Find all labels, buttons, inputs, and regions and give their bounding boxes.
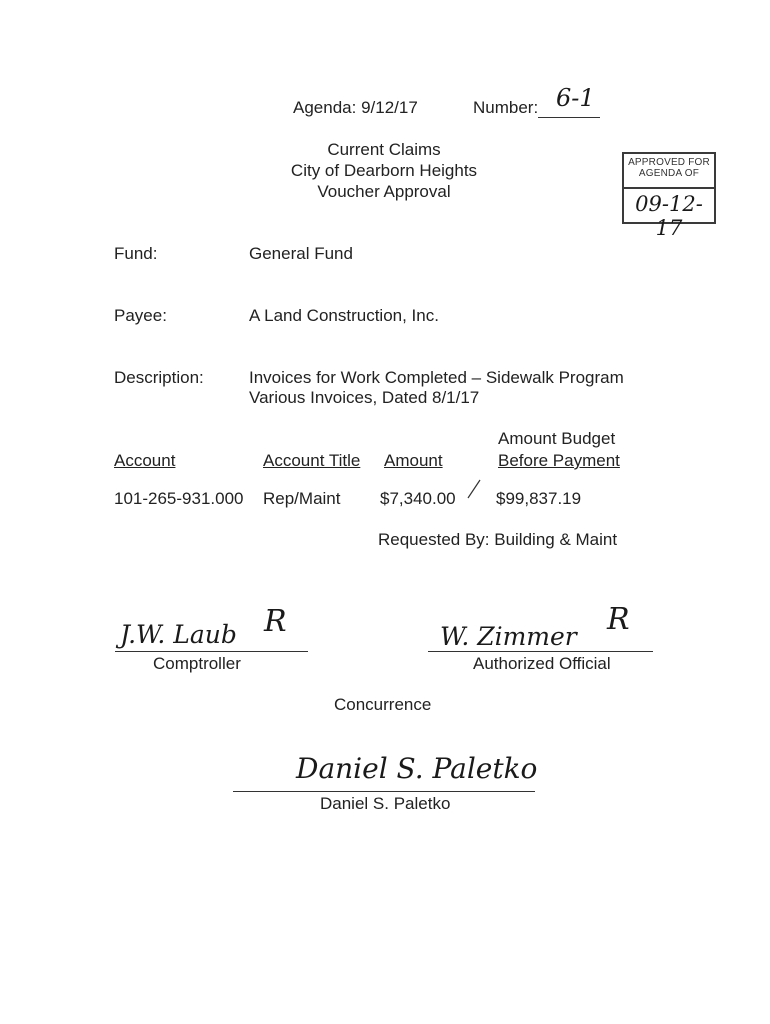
header-account-title: Account Title bbox=[263, 451, 361, 470]
agenda-date: 9/12/17 bbox=[361, 98, 418, 117]
approval-stamp bbox=[622, 152, 716, 240]
header-budget-line2: Before Payment bbox=[498, 451, 620, 470]
payee-value: A Land Construction, Inc. bbox=[249, 306, 439, 325]
concurrence-name: Daniel S. Paletko bbox=[320, 794, 451, 813]
official-initial: R bbox=[607, 602, 630, 637]
fund-label: Fund: bbox=[114, 244, 158, 263]
official-signature-line bbox=[428, 651, 653, 652]
description-line1: Invoices for Work Completed – Sidewalk Program bbox=[249, 368, 624, 387]
comptroller-signature-line bbox=[115, 651, 308, 652]
check-mark-icon bbox=[466, 478, 482, 500]
stamp-line2: AGENDA OF bbox=[638, 168, 700, 179]
header-account: Account bbox=[114, 451, 176, 470]
title-voucher-approval: Voucher Approval bbox=[317, 182, 451, 201]
stamp-divider bbox=[624, 187, 714, 189]
payee-label: Payee: bbox=[114, 306, 167, 325]
header-budget-line1: Amount Budget bbox=[498, 429, 616, 448]
row-account-title: Rep/Maint bbox=[263, 489, 341, 508]
row-account: 101-265-931.000 bbox=[114, 489, 244, 508]
stamp-line1: APPROVED FOR bbox=[628, 157, 710, 168]
row-budget: $99,837.19 bbox=[496, 489, 582, 508]
number-value: 6-1 bbox=[556, 84, 595, 112]
number-underline bbox=[538, 117, 600, 118]
concurrence-signature: Daniel S. Paletko bbox=[296, 752, 538, 785]
title-current-claims: Current Claims bbox=[327, 140, 441, 159]
requested-by: Requested By: Building & Maint bbox=[378, 530, 618, 549]
number-label: Number: bbox=[473, 98, 539, 117]
description-label: Description: bbox=[114, 368, 204, 387]
comptroller-initial: R bbox=[264, 604, 287, 639]
official-label: Authorized Official bbox=[473, 654, 611, 673]
description-line2: Various Invoices, Dated 8/1/17 bbox=[249, 388, 480, 407]
comptroller-signature: J.W. Laub bbox=[120, 620, 237, 649]
row-amount: $7,340.00 bbox=[380, 489, 456, 508]
header-amount: Amount bbox=[384, 451, 443, 470]
agenda-label: Agenda: bbox=[293, 98, 357, 117]
concurrence-signature-line bbox=[233, 791, 535, 792]
comptroller-label: Comptroller bbox=[153, 654, 241, 673]
fund-value: General Fund bbox=[249, 244, 353, 263]
title-city: City of Dearborn Heights bbox=[290, 161, 478, 180]
official-signature: W. Zimmer bbox=[440, 622, 577, 651]
concurrence-label: Concurrence bbox=[334, 695, 432, 714]
stamp-date: 09-12-17 bbox=[635, 192, 703, 240]
